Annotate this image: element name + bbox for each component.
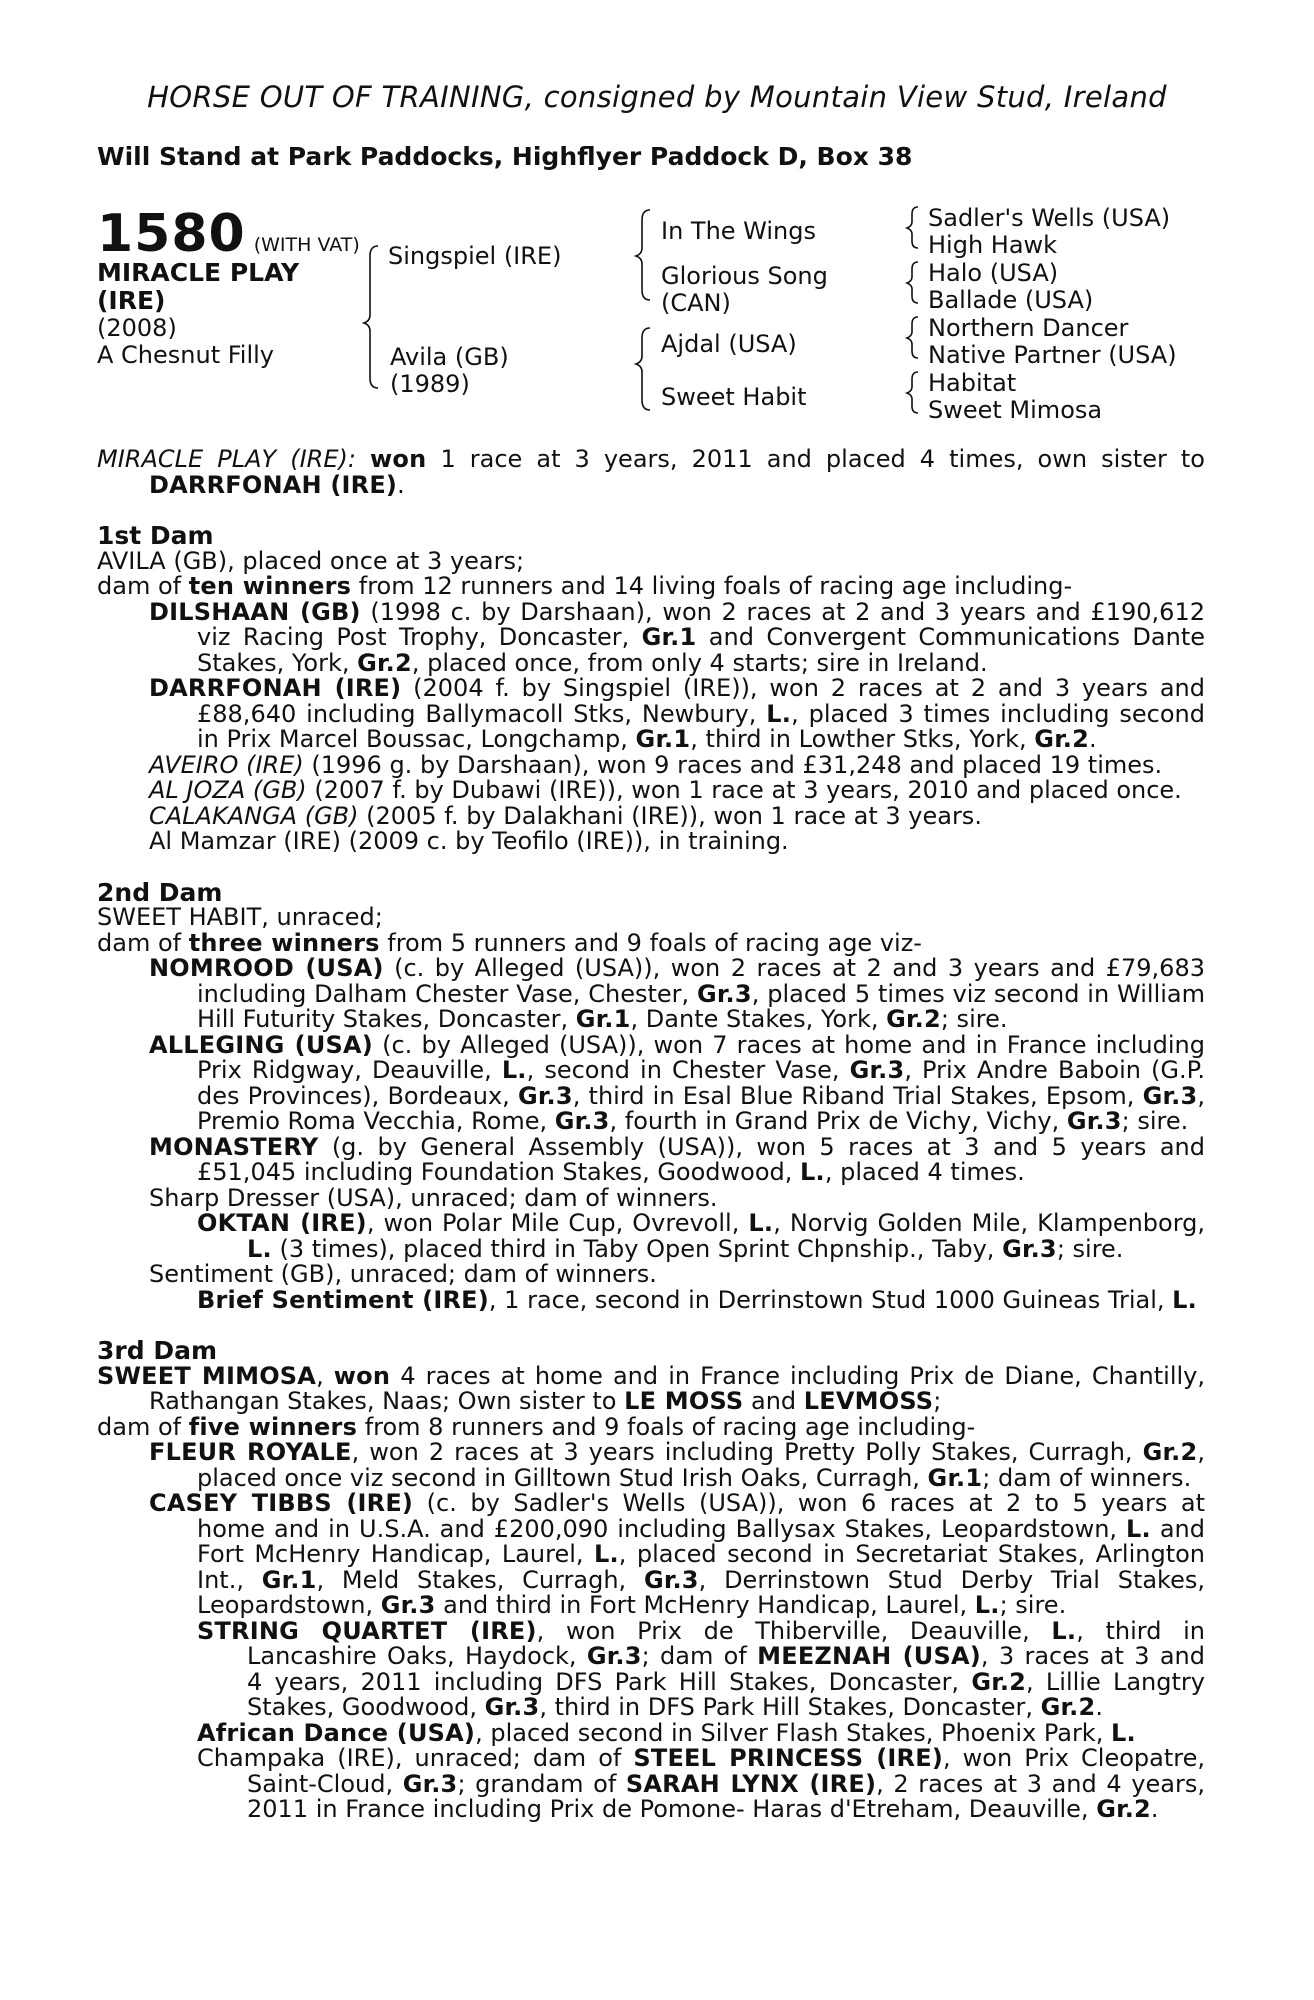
dam-name: Avila (GB) [390,343,509,371]
list-item: des Provinces), Bordeaux, Gr.3, third in Esal Blue Riband Trial Stakes, Epsom, Gr.3, [197,1081,1205,1110]
list-item: placed once viz second in Gilltown Stud Irish Oaks, Curragh, Gr.1; dam of winners. [197,1463,1192,1492]
list-item: AL JOZA (GB) (2007 f. by Dubawi (IRE)), won 1 race at 3 years, 2010 and placed once. [149,776,1182,804]
sire-dam: Glorious Song [661,262,828,290]
gen3-8: Sweet Mimosa [928,396,1103,424]
list-item: Leopardstown, Gr.3 and third in Fort McHenry Handicap, Laurel, L.; sire. [197,1591,1067,1619]
list-item: Sentiment (GB), unraced; dam of winners. [149,1260,657,1288]
list-item: DILSHAAN (GB) (1998 c. by Darshaan), won 2 races at 2 and 3 years and £190,612 [149,597,1205,626]
gen3-2: High Hawk [928,231,1058,259]
list-item: Champaka (IRE), unraced; dam of STEEL PRINCESS (IRE), won Prix Cleopatre, [197,1744,1205,1772]
bracket-g4 [907,372,918,413]
bracket-dam [636,328,650,410]
bracket-g2 [907,262,918,303]
list-item: Premio Roma Vecchia, Rome, Gr.3, fourth in Grand Prix de Vichy, Vichy, Gr.3; sire. [197,1107,1189,1135]
list-item: African Dance (USA), placed second in Silver Flash Stakes, Phoenix Park, L. [197,1718,1136,1747]
gen3-7: Habitat [928,369,1017,397]
third-dam-line-1: SWEET MIMOSA, won 4 races at home and in France including Prix de Diane, Chantilly, [97,1361,1205,1390]
list-item: DARRFONAH (IRE) (2004 f. by Singspiel (IRE)), won 2 races at 2 and 3 years and [149,674,1205,702]
list-item: NOMROOD (USA) (c. by Alleged (USA)), won 2 races at 2 and 3 years and £79,683 [149,954,1205,982]
pedigree-notes [97,447,1205,1823]
list-item: home and in U.S.A. and £200,090 including Ballysax Stakes, Leopardstown, L. and [197,1514,1205,1543]
list-item: Saint-Cloud, Gr.3; grandam of SARAH LYNX (IRE), 2 races at 3 and 4 years, [247,1769,1205,1798]
horse-name: MIRACLE PLAY [97,258,300,287]
list-item: Fort McHenry Handicap, Laurel, L., placed second in Secretariat Stakes, Arlington [197,1540,1205,1568]
bracket-g1 [907,207,918,248]
list-item: STRING QUARTET (IRE), won Prix de Thiberville, Deauville, L., third in [197,1616,1205,1645]
bracket-g3 [907,317,918,358]
second-dam-heading: 2nd Dam [97,877,223,907]
vat-note: (WITH VAT) [253,234,360,256]
list-item: £51,045 including Foundation Stakes, Goodwood, L., placed 4 times. [197,1158,1025,1186]
first-dam-heading: 1st Dam [97,521,214,550]
list-item: 2011 in France including Prix de Pomone- Haras d'Etreham, Deauville, Gr.2. [247,1795,1159,1823]
list-item: ALLEGING (USA) (c. by Alleged (USA)), won 7 races at home and in France including [149,1030,1205,1059]
bracket-parents [364,246,378,388]
list-item: Hill Futurity Stakes, Doncaster, Gr.1, Dante Stakes, York, Gr.2; sire. [197,1005,1008,1033]
horse-name-country: (IRE) [97,286,166,315]
list-item: Al Mamzar (IRE) (2009 c. by Teofilo (IRE)), in training. [149,827,789,855]
list-item: Sharp Dresser (USA), unraced; dam of winners. [149,1183,718,1212]
list-item: Lancashire Oaks, Haydock, Gr.3; dam of MEEZNAH (USA), 3 races at 3 and [247,1642,1205,1670]
sire-name: Singspiel (IRE) [388,242,562,270]
dam-sire: Ajdal (USA) [661,330,797,358]
dam-dam: Sweet Habit [661,383,807,411]
second-dam-line: SWEET HABIT, unraced; [97,903,383,931]
summary-line-1: MIRACLE PLAY (IRE): won 1 race at 3 years, 2011 and placed 4 times, own sister to [97,445,1205,473]
third-dam-heading: 3rd Dam [97,1336,217,1365]
gen3-6: Native Partner (USA) [928,341,1177,369]
list-item: OKTAN (IRE), won Polar Mile Cup, Ovrevoll, L., Norvig Golden Mile, Klampenborg, [197,1209,1206,1237]
list-item: Stakes, York, Gr.2, placed once, from only 4 starts; sire in Ireland. [197,648,988,677]
list-item: 4 years, 2011 including DFS Park Hill Stakes, Doncaster, Gr.2, Lillie Langtry [247,1667,1205,1696]
list-item: Int., Gr.1, Meld Stakes, Curragh, Gr.3, Derrinstown Stud Derby Trial Stakes, [197,1565,1205,1594]
gen3-1: Sadler's Wells (USA) [928,204,1171,232]
sire-sire: In The Wings [661,217,817,245]
stand-location: Will Stand at Park Paddocks, Highflyer Paddock D, Box 38 [97,142,913,171]
consignment-title: HORSE OUT OF TRAINING, consigned by Mountain View Stud, Ireland [147,80,1167,114]
list-item: CALAKANGA (GB) (2005 f. by Dalakhani (IRE)), won 1 race at 3 years. [149,801,982,830]
summary-line-2: DARRFONAH (IRE). [149,470,405,499]
list-item: CASEY TIBBS (IRE) (c. by Sadler's Wells (USA)), won 6 races at 2 to 5 years at [149,1489,1205,1517]
list-item: viz Racing Post Trophy, Doncaster, Gr.1 and Convergent Communications Dante [197,623,1206,651]
gen3-4: Ballade (USA) [928,286,1094,314]
list-item: MONASTERY (g. by General Assembly (USA)), won 5 races at 3 and 5 years and [149,1132,1205,1161]
list-item: Brief Sentiment (IRE), 1 race, second in Derrinstown Stud 1000 Guineas Trial, L. [197,1285,1197,1314]
list-item: in Prix Marcel Boussac, Longchamp, Gr.1, third in Lowther Stks, York, Gr.2. [197,725,1097,753]
dam-year: (1989) [390,370,470,398]
sire-dam-country: (CAN) [661,289,731,317]
list-item: AVEIRO (IRE) (1996 g. by Darshaan), won 9 races and £31,248 and placed 19 times. [149,750,1163,779]
list-item: FLEUR ROYALE, won 2 races at 3 years including Pretty Polly Stakes, Curragh, Gr.2, [149,1438,1205,1466]
gen3-5: Northern Dancer [928,314,1129,342]
gen3-3: Halo (USA) [928,259,1059,287]
lot-number: 1580 [97,204,246,264]
bracket-sire [636,210,650,300]
first-dam-produce: dam of ten winners from 12 runners and 14 living foals of racing age including- [97,572,1073,600]
third-dam-line-2: Rathangan Stakes, Naas; Own sister to LE MOSS and LEVMOSS; [149,1387,942,1415]
list-item: including Dalham Chester Vase, Chester, Gr.3, placed 5 times viz second in William [197,979,1205,1008]
third-dam-produce: dam of five winners from 8 runners and 9 foals of racing age including- [97,1412,976,1441]
list-item: Stakes, Goodwood, Gr.3, third in DFS Park Hill Stakes, Doncaster, Gr.2. [247,1693,1104,1721]
foaling-year: (2008) [97,314,177,342]
list-item: Prix Ridgway, Deauville, L., second in Chester Vase, Gr.3, Prix Andre Baboin (G.P. [197,1056,1205,1084]
second-dam-produce: dam of three winners from 5 runners and 9 foals of racing age viz- [97,928,922,957]
first-dam-line: AVILA (GB), placed once at 3 years; [97,546,525,575]
list-item: £88,640 including Ballymacoll Stks, Newbury, L., placed 3 times including second [197,699,1205,728]
horse-description: A Chesnut Filly [97,341,275,369]
list-item: L. (3 times), placed third in Taby Open Sprint Chpnship., Taby, Gr.3; sire. [247,1234,1124,1263]
